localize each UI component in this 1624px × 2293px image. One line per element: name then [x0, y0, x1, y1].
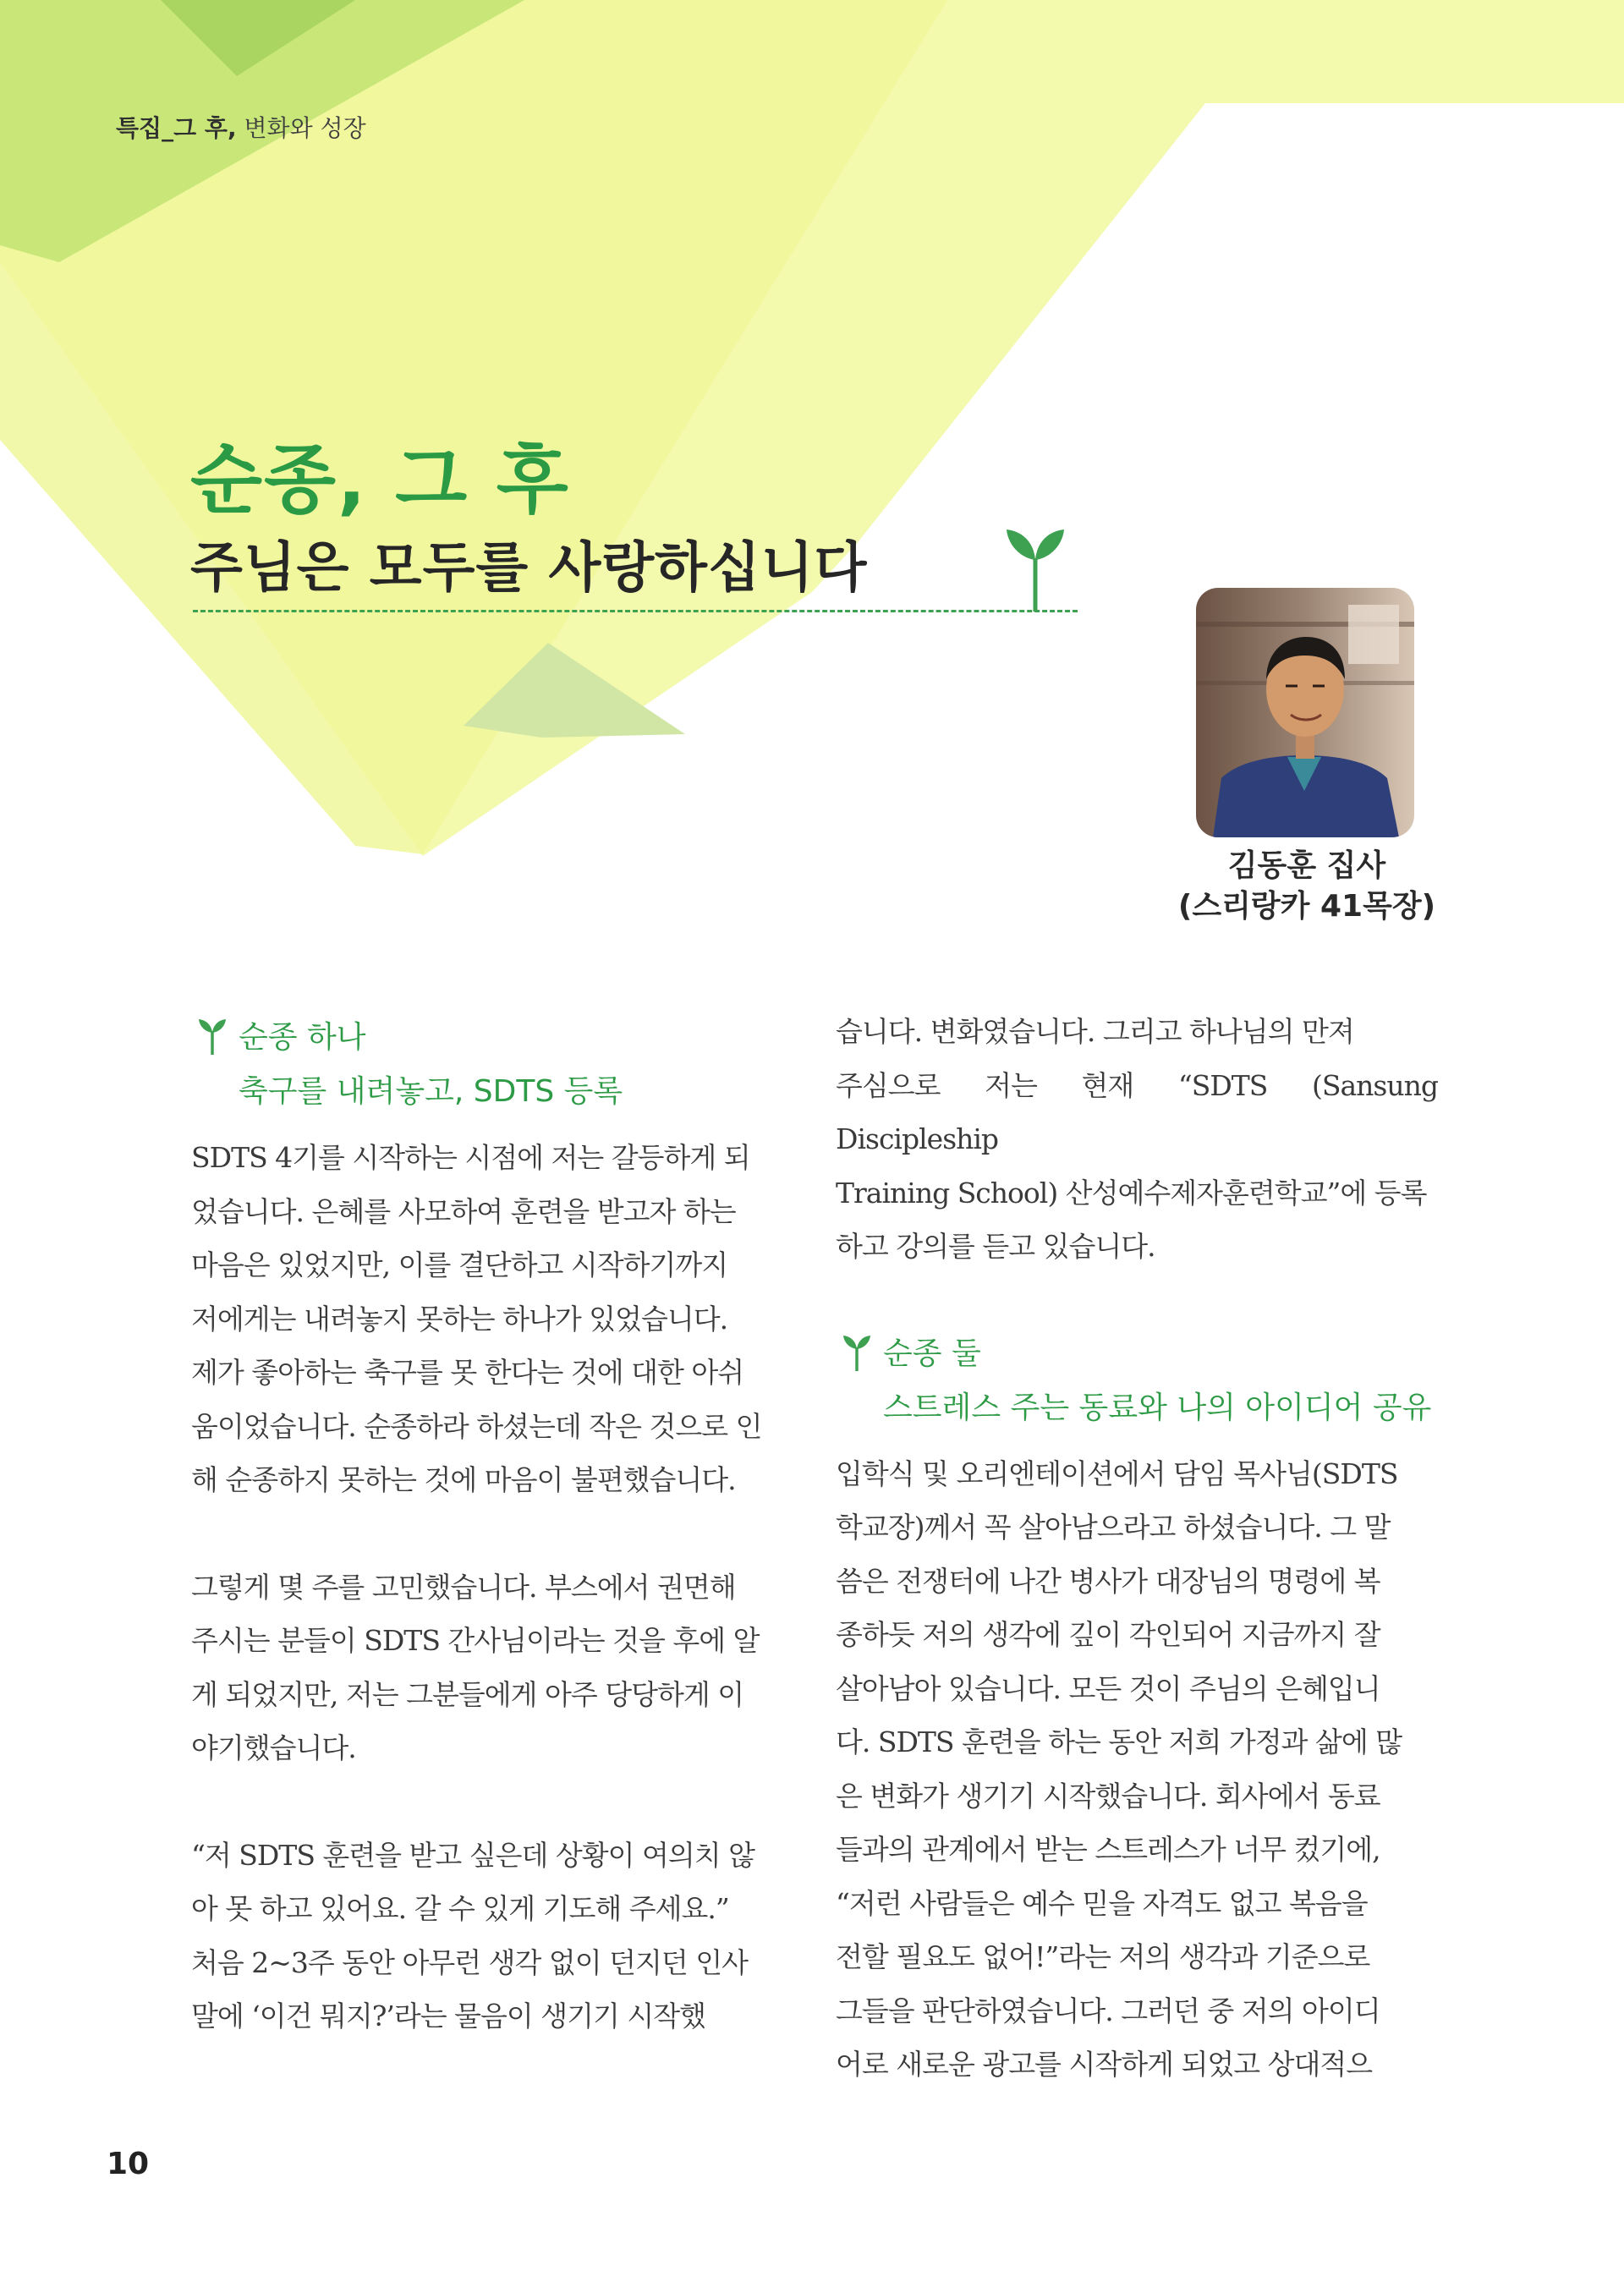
section-two-subtitle: 스트레스 주는 동료와 나의 아이디어 공유 [883, 1390, 1432, 1425]
profile-name: 김동훈 집사 [1227, 848, 1386, 883]
header-topic: 변화와 성장 [244, 114, 366, 142]
right-column [836, 1005, 1438, 2145]
section-one-title: 순종 하나 [239, 1020, 366, 1055]
sprout-bullet-icon [198, 1018, 227, 1055]
header-breadcrumb [116, 110, 366, 144]
page-title: 순종, 그 후 [190, 436, 570, 524]
sprout-icon [1005, 524, 1066, 613]
section-two-heading [836, 1327, 1438, 1435]
left-column [191, 1011, 793, 2097]
profile-group: (스리랑카 41목장) [1177, 889, 1436, 924]
sprout-bullet-icon [842, 1334, 871, 1371]
title-divider [193, 610, 1078, 612]
section-one-heading [191, 1011, 793, 1119]
paragraph: “저 SDTS 훈련을 받고 싶은데 상황이 여의치 않 아 못 하고 있어요. 갈 수 있게 기도해 주세요.” 처음 2~3주 동안 아무런 생각 없이 던지던 인사 말에 ‘이건 뭐지?’라는 물음이 생기기 시작했 [191, 1838, 755, 2032]
profile-photo [1196, 588, 1414, 837]
page-subtitle: 주님은 모두를 사랑하십니다 [190, 537, 868, 600]
paragraph-continued: 습니다. 변화였습니다. 그리고 하나님의 만져 주심으로 저는 현재 “SDTS (Sansung Discipleship Training School) 산성예수제자훈련학교”에 등록 하고 강의를 듣고 있습니다. [836, 1015, 1438, 1263]
page-number: 10 [107, 2147, 150, 2181]
section-one-subtitle: 축구를 내려놓고, SDTS 등록 [239, 1074, 623, 1109]
paragraph: SDTS 4기를 시작하는 시점에 저는 갈등하게 되 었습니다. 은혜를 사모하여 훈련을 받고자 하는 마음은 있었지만, 이를 결단하고 시작하기까지 저에게는 내려놓지 못하는 하나가 있었습니다. 제가 좋아하는 축구를 못 한다는 것에 대한 아쉬 움이었습니다. 순종하라 하셨는데 작은 것으로 인 해 순종하지 못하는 것에 마음이 불편했습니다. [191, 1141, 762, 1496]
header-section: 특집_그 후, [116, 114, 237, 142]
paragraph: 그렇게 몇 주를 고민했습니다. 부스에서 권면해 주시는 분들이 SDTS 간사님이라는 것을 후에 알 게 되었지만, 저는 그분들에게 아주 당당하게 이 야기했습니다. [191, 1570, 760, 1764]
paragraph: 입학식 및 오리엔테이션에서 담임 목사님(SDTS 학교장)께서 꼭 살아남으라고 하셨습니다. 그 말 씀은 전쟁터에 나간 병사가 대장님의 명령에 복 종하듯 저의 생각에 깊이 각인되어 지금까지 잘 살아남아 있습니다. 모든 것이 주님의 은혜입니 다. SDTS 훈련을 하는 동안 저희 가정과 삶에 많 은 변화가 생기기 시작했습니다. 회사에서 동료 들과의 관계에서 받는 스트레스가 너무 컸기에, “저런 사람들은 예수 믿을 자격도 없고 복음을 전할 필요도 없어!”라는 저의 생각과 기준으로 그들을 판단하였습니다. 그러던 중 저의 아이디 어로 새로운 광고를 시작하게 되었고 상대적으 [836, 1456, 1402, 2081]
profile-caption [1142, 846, 1472, 927]
section-two-title: 순종 둘 [883, 1336, 981, 1371]
